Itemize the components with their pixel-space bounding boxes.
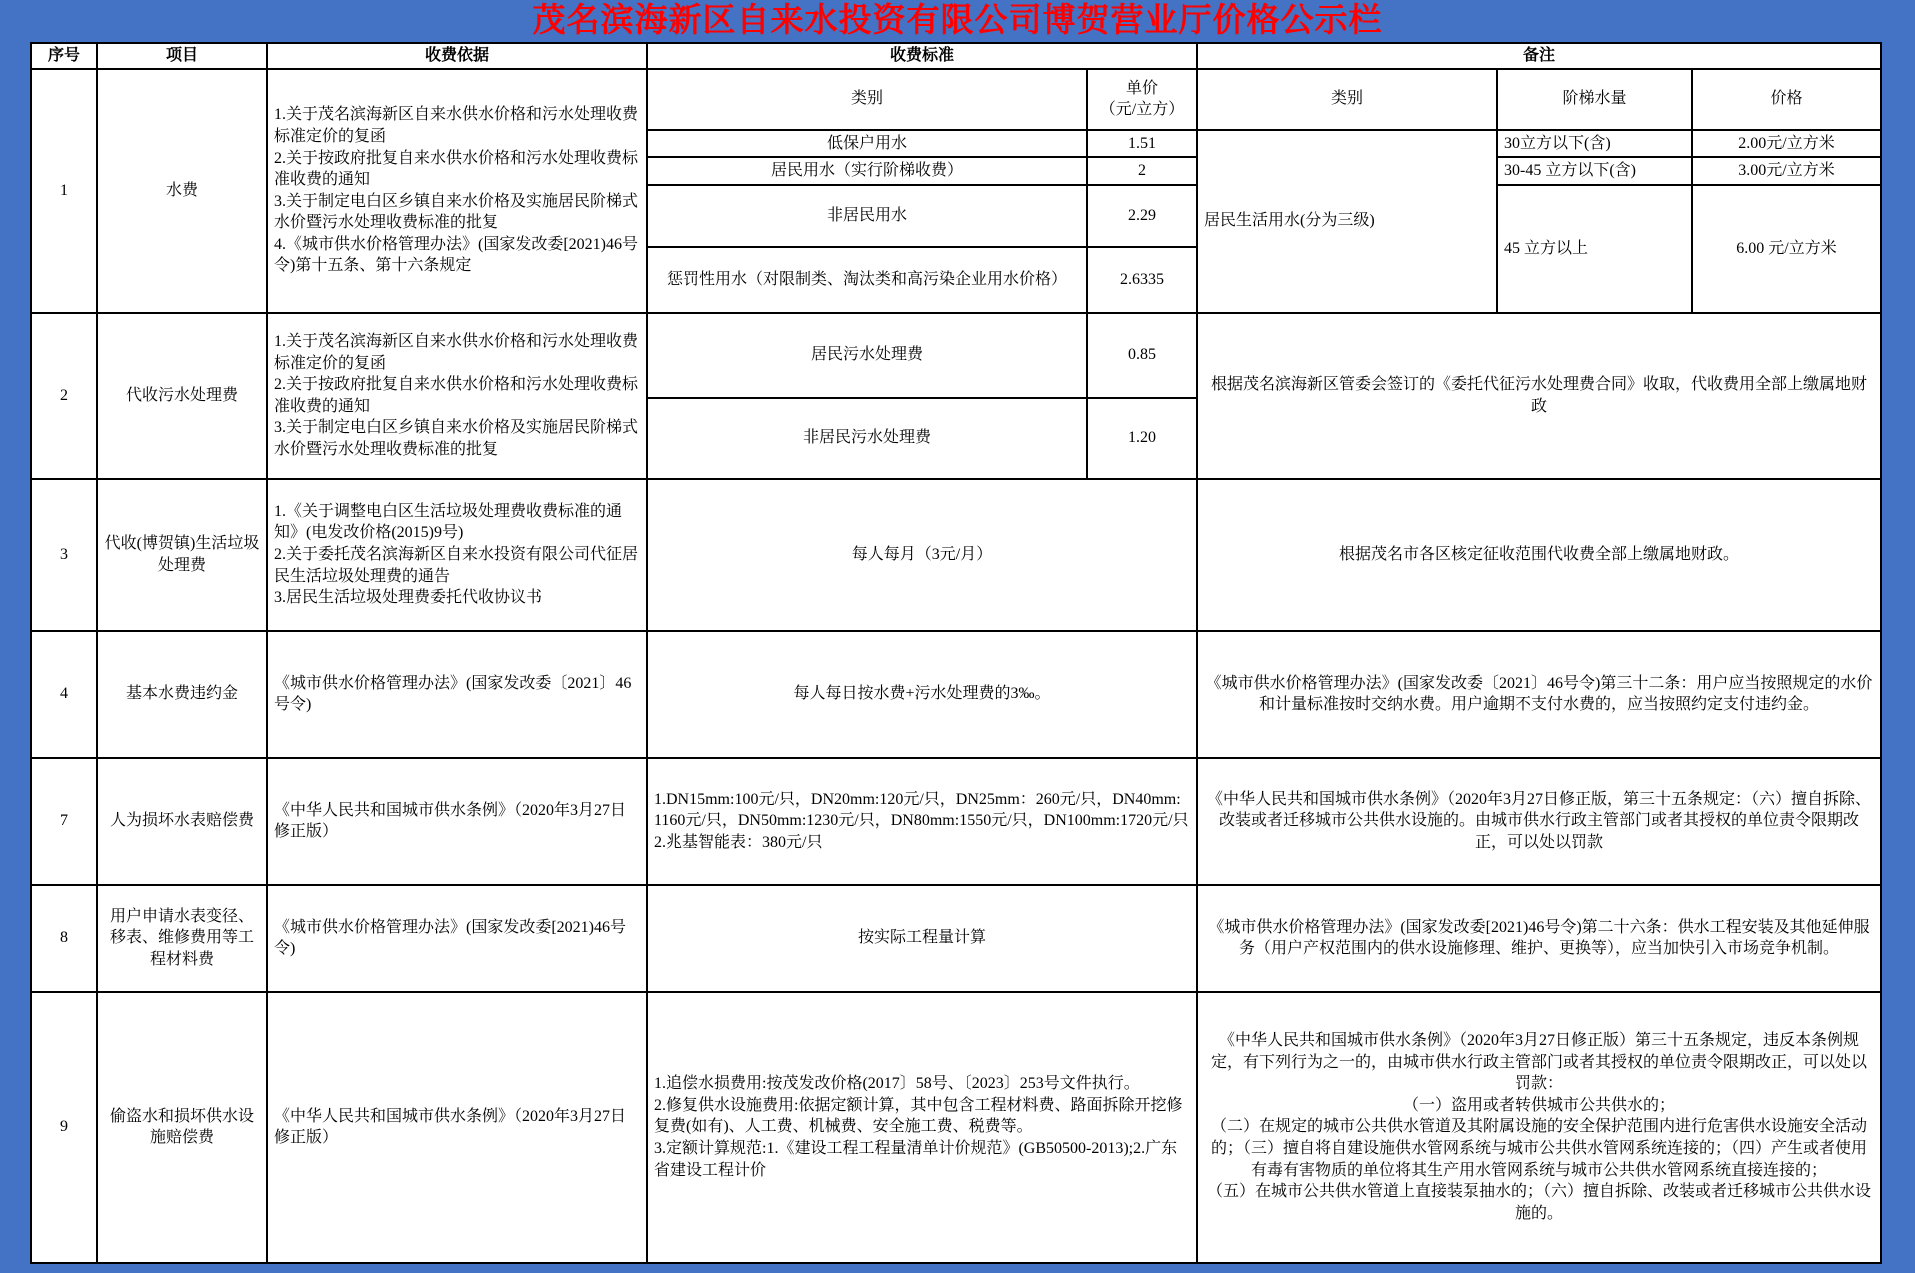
basis-cell (267, 758, 647, 885)
col-header-seq: 序号 (31, 43, 97, 69)
item-cell: 人为损坏水表赔偿费 (97, 758, 267, 885)
remark-line: （二）在规定的城市公共供水管道及其附属设施的安全保护范围内进行危害供水设施安全活动的；（三）擅自将自建设施供水管网系统与城市公共供水管网系统连接的；（四）产生或者使用有毒有害物质的单位将其生产用水管网系统与城市公共供水管网系统直接连接的； (1211, 1118, 1868, 1179)
row-project-material-fee (31, 885, 1881, 992)
basis-line: 1.关于茂名滨海新区自来水供水价格和污水处理收费标准定价的复函 (274, 333, 639, 372)
remark-cell: 根据茂名市各区核定征收范围代收费全部上缴属地财政。 (1197, 479, 1881, 631)
standard-cell (647, 992, 1197, 1263)
basis-cell (267, 885, 647, 992)
standard-line: 3.定额计算规范:1.《建设工程工程量清单计价规范》(GB50500-2013);2.广东省建设工程计价 (654, 1140, 1178, 1179)
standard-category: 居民污水处理费 (647, 313, 1087, 398)
row-meter-damage-fee (31, 758, 1881, 885)
standard-cell: 每人每日按水费+污水处理费的3‰。 (647, 631, 1197, 758)
remark-tier-price: 6.00 元/立方米 (1692, 185, 1881, 313)
col-header-remark: 备注 (1197, 43, 1881, 69)
basis-line: 2.关于按政府批复自来水供水价格和污水处理收费标准收费的通知 (274, 149, 639, 189)
page-title: 茂名滨海新区自来水投资有限公司博贺营业厅价格公示栏 (532, 2, 1383, 39)
remark-cell: 《城市供水价格管理办法》(国家发改委〔2021〕46号令)第三十二条：用户应当按照规定的水价和计量标准按时交纳水费。用户逾期不支付水费的，应当按照约定支付违约金。 (1197, 631, 1881, 758)
col-header-standard: 收费标准 (647, 43, 1197, 69)
basis-cell (267, 631, 647, 758)
standard-line: 2.修复供水设施费用:依据定额计算，其中包含工程材料费、路面拆除开挖修复费(如有)、人工费、机械费、安全施工费、税费等。 (654, 1096, 1183, 1136)
remark-cell: 根据茂名滨海新区管委会签订的《委托代征污水处理费合同》收取，代收费用全部上缴属地财政 (1197, 313, 1881, 479)
row-late-fee (31, 631, 1881, 758)
col-header-item: 项目 (97, 43, 267, 69)
remark-cell (1197, 992, 1881, 1263)
remark-line: （一）盗用或者转供城市公共供水的； (1403, 1096, 1676, 1114)
remark-cell: 《城市供水价格管理办法》(国家发改委[2021)46号令)第二十六条：供水工程安装及其他延伸服务（用户产权范围内的供水设施修理、维护、更换等），应当加快引入市场竞争机制。 (1197, 885, 1881, 992)
basis-line: 《中华人民共和国城市供水条例》（2020年3月27日修正版） (274, 1107, 627, 1147)
standard-category: 居民用水（实行阶梯收费） (647, 157, 1087, 185)
standard-category: 非居民用水 (647, 185, 1087, 247)
basis-line: 《城市供水价格管理办法》(国家发改委〔2021〕46号令) (274, 674, 632, 714)
remark-tier: 30-45 立方以下(含) (1497, 157, 1692, 185)
unitprice-header-line2: （元/立方） (1099, 101, 1185, 119)
standard-cell: 按实际工程量计算 (647, 885, 1197, 992)
item-cell: 代收污水处理费 (97, 313, 267, 479)
remark-tier-header: 阶梯水量 (1497, 69, 1692, 130)
remark-line: 《中华人民共和国城市供水条例》（2020年3月27日修正版）第三十五条规定，违反本条例规定，有下列行为之一的，由城市供水行政主管部门或者其授权的单位责令限期改正，可以处以罚款： (1211, 1032, 1868, 1093)
seq-cell: 8 (31, 885, 97, 992)
standard-price: 2.6335 (1087, 247, 1197, 313)
seq-cell: 3 (31, 479, 97, 631)
row-theft-damage-fee (31, 992, 1881, 1263)
item-cell: 用户申请水表变径、移表、维修费用等工程材料费 (97, 885, 267, 992)
remark-category: 居民生活用水(分为三级) (1197, 130, 1497, 313)
row-water-fee (31, 69, 1881, 130)
standard-price: 2 (1087, 157, 1197, 185)
standard-category: 惩罚性用水（对限制类、淘汰类和高污染企业用水价格） (647, 247, 1087, 313)
basis-line: 《城市供水价格管理办法》(国家发改委[2021)46号令) (274, 918, 626, 958)
seq-cell: 4 (31, 631, 97, 758)
standard-line: 1.追偿水损费用:按茂发改价格(2017〕58号、〔2023〕253号文件执行。 (654, 1075, 1140, 1093)
standard-category-header: 类别 (647, 69, 1087, 130)
price-table (30, 42, 1882, 1264)
item-cell: 偷盗水和损坏供水设施赔偿费 (97, 992, 267, 1263)
basis-cell (267, 479, 647, 631)
table-header-row (31, 43, 1881, 69)
standard-cell: 每人每月（3元/月） (647, 479, 1197, 631)
remark-cell: 《中华人民共和国城市供水条例》（2020年3月27日修正版，第三十五条规定：（六）擅自拆除、改装或者迁移城市公共供水设施的。由城市供水行政主管部门或者其授权的单位责令限期改正，可以处以罚款 (1197, 758, 1881, 885)
remark-tier-price: 3.00元/立方米 (1692, 157, 1881, 185)
basis-line: 2.关于按政府批复自来水供水价格和污水处理收费标准收费的通知 (274, 376, 639, 415)
standard-category: 非居民污水处理费 (647, 398, 1087, 479)
standard-line: 1.DN15mm:100元/只，DN20mm:120元/只，DN25mm：260元/只，DN40mm: 1160元/只，DN50mm:1230元/只，DN80mm:1550元/只，DN100mm:1720元/只 (654, 790, 1189, 830)
standard-price: 0.85 (1087, 313, 1197, 398)
remark-tier: 30立方以下(含) (1497, 130, 1692, 158)
basis-line: 4.《城市供水价格管理办法》(国家发改委[2021)46号令)第十五条、第十六条规定 (274, 235, 638, 275)
item-cell: 水费 (97, 69, 267, 313)
remark-price-header: 价格 (1692, 69, 1881, 130)
remark-tier: 45 立方以上 (1497, 185, 1692, 313)
standard-line: 2.兆基智能表：380元/只 (654, 834, 823, 852)
remark-line: （五）在城市公共供水管道上直接装泵抽水的；（六）擅自拆除、改装或者迁移城市公共供水设施的。 (1207, 1183, 1872, 1222)
basis-line: 《中华人民共和国城市供水条例》（2020年3月27日修正版） (274, 801, 627, 841)
seq-cell: 2 (31, 313, 97, 479)
basis-line: 3.关于制定电白区乡镇自来水价格及实施居民阶梯式水价暨污水处理收费标准的批复 (274, 192, 639, 232)
title-bar (0, 0, 1915, 42)
row-garbage-fee (31, 479, 1881, 631)
basis-cell (267, 69, 647, 313)
basis-line: 3.居民生活垃圾处理费委托代收协议书 (274, 589, 543, 607)
standard-price: 1.51 (1087, 130, 1197, 158)
col-header-basis: 收费依据 (267, 43, 647, 69)
standard-price: 1.20 (1087, 398, 1197, 479)
unitprice-header-line1: 单价 (1126, 79, 1159, 97)
item-cell: 代收(博贺镇)生活垃圾处理费 (97, 479, 267, 631)
basis-line: 3.关于制定电白区乡镇自来水价格及实施居民阶梯式水价暨污水处理收费标准的批复 (274, 419, 639, 458)
seq-cell: 9 (31, 992, 97, 1263)
standard-price: 2.29 (1087, 185, 1197, 247)
remark-category-header: 类别 (1197, 69, 1497, 130)
standard-unitprice-header (1087, 69, 1197, 130)
standard-cell (647, 758, 1197, 885)
basis-cell (267, 313, 647, 479)
standard-category: 低保户用水 (647, 130, 1087, 158)
seq-cell: 7 (31, 758, 97, 885)
seq-cell: 1 (31, 69, 97, 313)
basis-line: 1.关于茂名滨海新区自来水供水价格和污水处理收费标准定价的复函 (274, 106, 639, 145)
basis-cell (267, 992, 647, 1263)
row-sewage-fee (31, 313, 1881, 398)
remark-tier-price: 2.00元/立方米 (1692, 130, 1881, 158)
basis-line: 2.关于委托茂名滨海新区自来水投资有限公司代征居民生活垃圾处理费的通告 (274, 545, 639, 585)
basis-line: 1.《关于调整电白区生活垃圾处理费收费标准的通知》(电发改价格(2015)9号) (274, 502, 623, 542)
item-cell: 基本水费违约金 (97, 631, 267, 758)
